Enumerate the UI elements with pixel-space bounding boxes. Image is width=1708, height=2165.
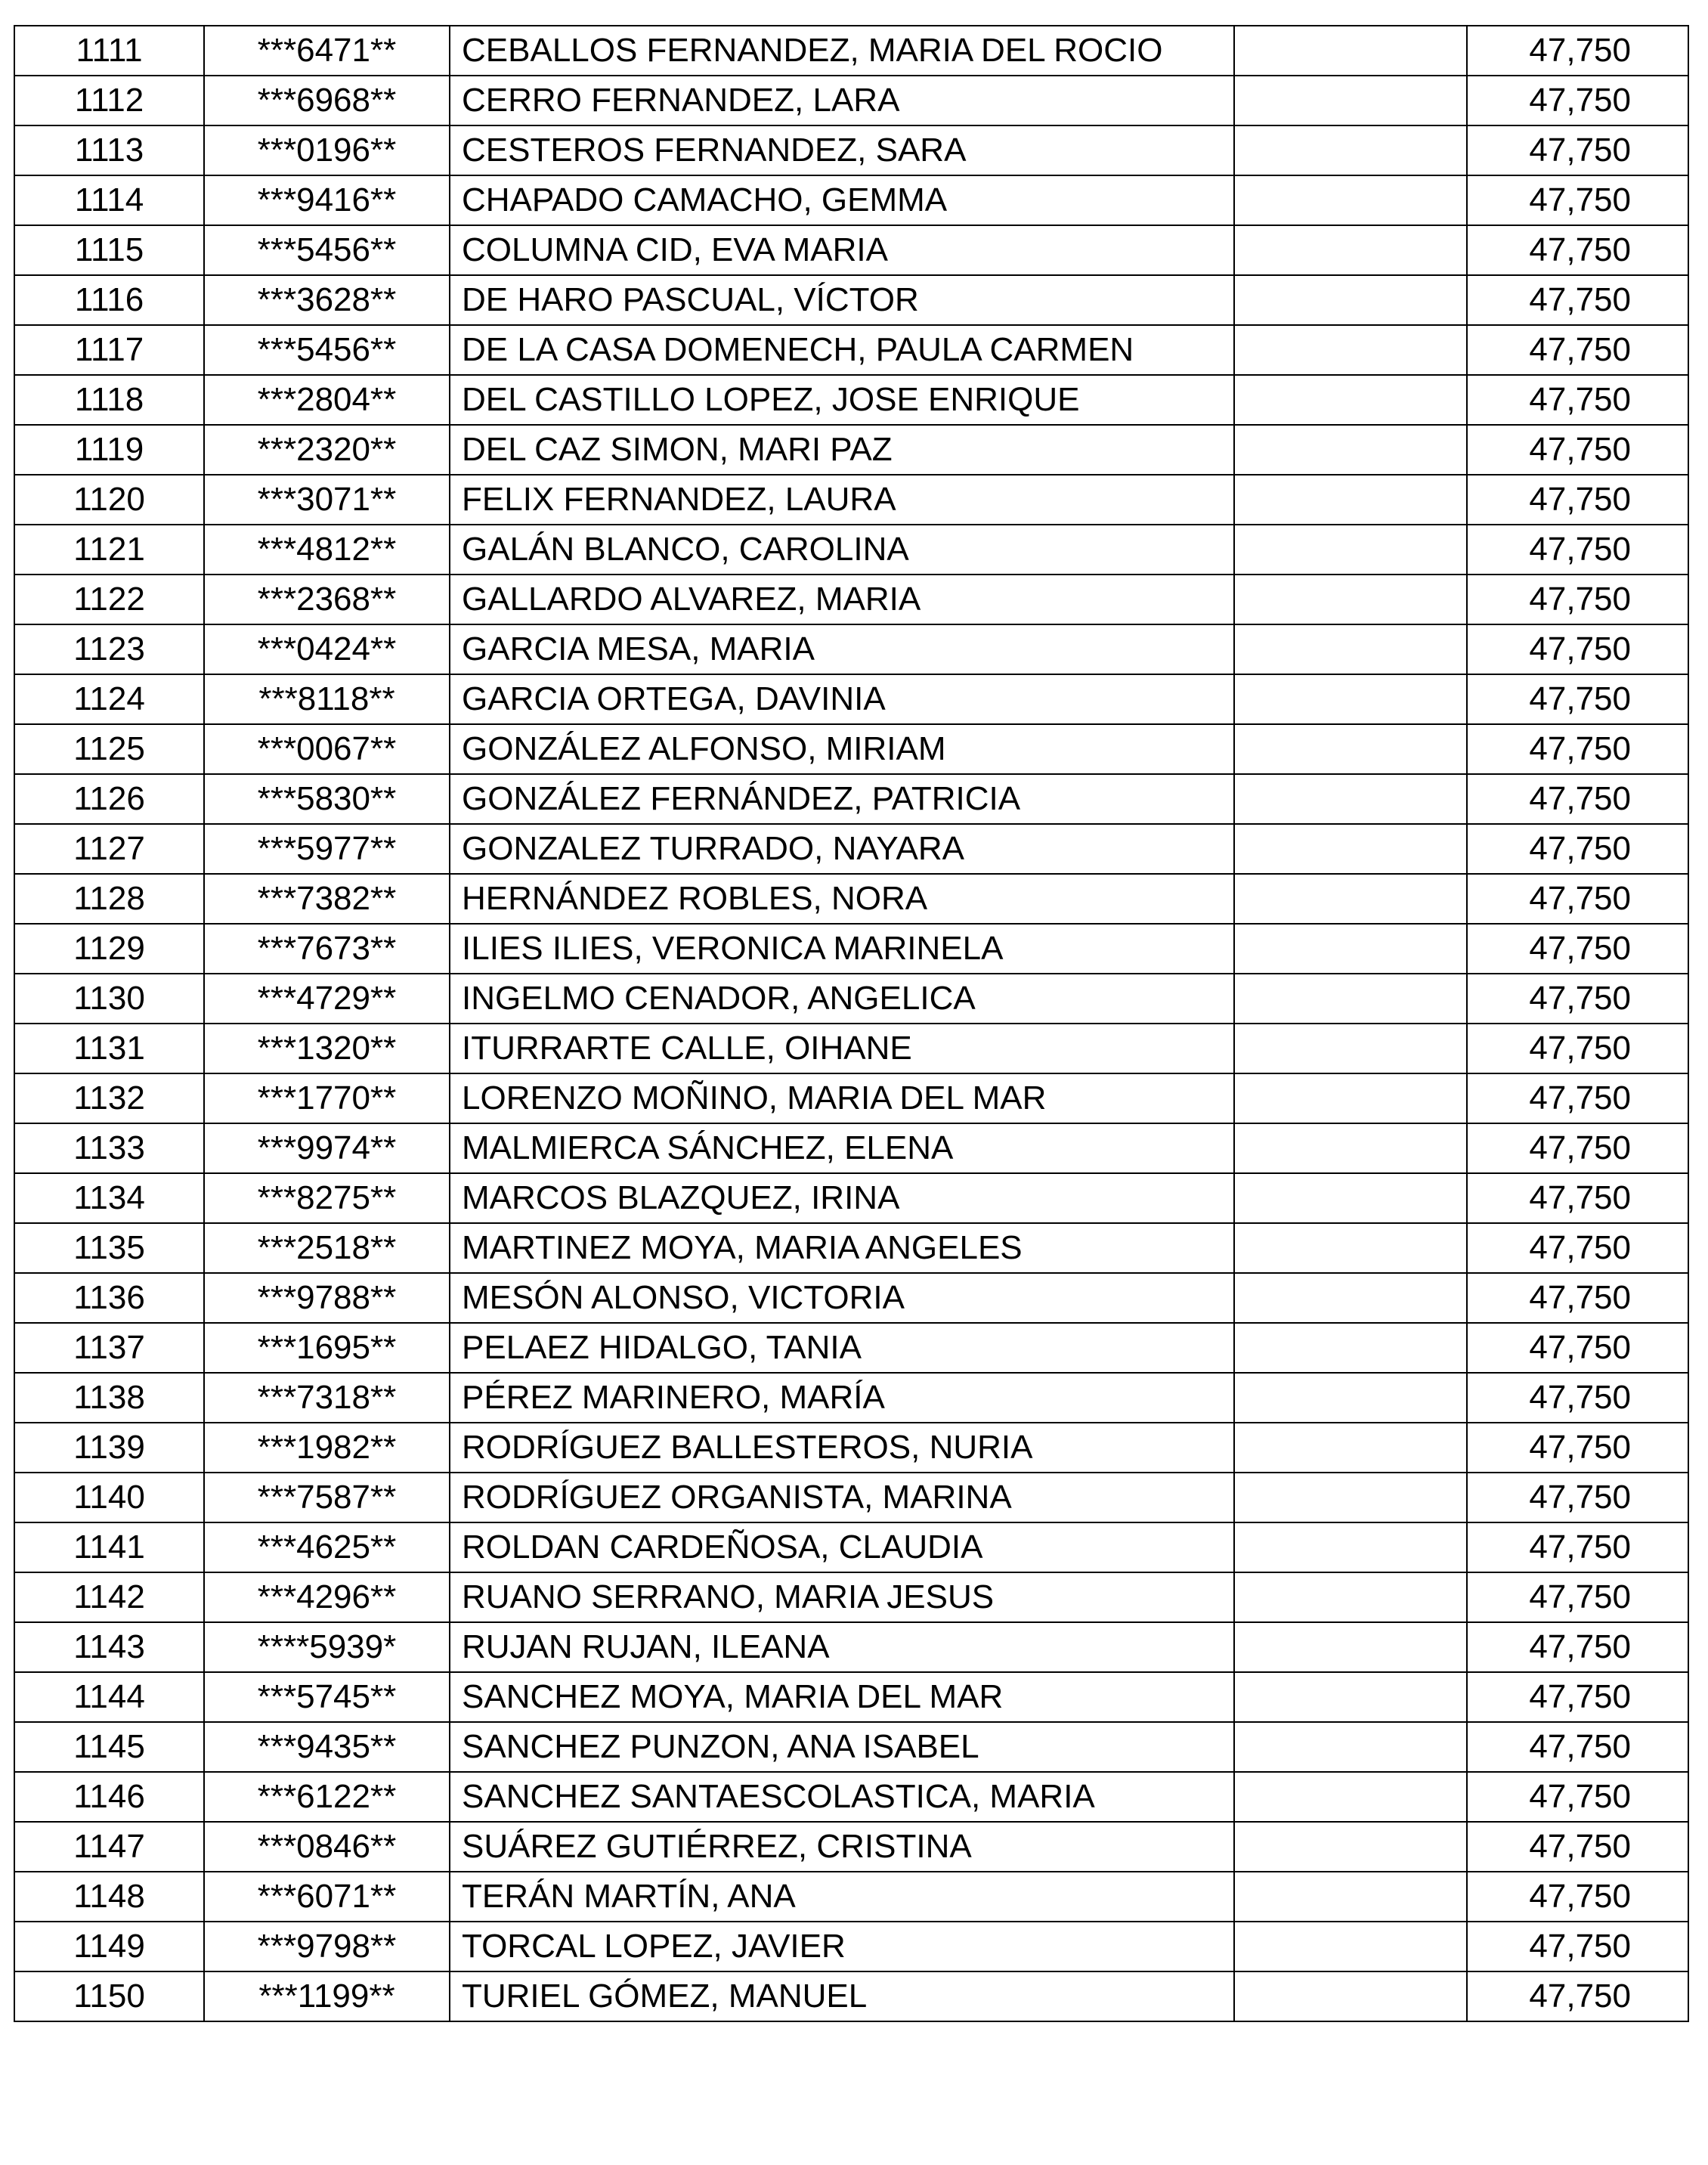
empty-cell [1234, 1323, 1467, 1373]
row-number-cell: 1135 [14, 1223, 204, 1273]
row-number-cell: 1133 [14, 1123, 204, 1173]
full-name-cell: SUÁREZ GUTIÉRREZ, CRISTINA [450, 1822, 1234, 1872]
row-number-cell: 1137 [14, 1323, 204, 1373]
table-row [14, 724, 1688, 774]
full-name-cell: TORCAL LOPEZ, JAVIER [450, 1922, 1234, 1971]
full-name-cell: RUJAN RUJAN, ILEANA [450, 1622, 1234, 1672]
full-name-cell: RUANO SERRANO, MARIA JESUS [450, 1572, 1234, 1622]
full-name-cell: DE LA CASA DOMENECH, PAULA CARMEN [450, 325, 1234, 375]
score-cell: 47,750 [1467, 924, 1688, 974]
table-row [14, 1024, 1688, 1073]
full-name-cell: TURIEL GÓMEZ, MANUEL [450, 1971, 1234, 2021]
table-row [14, 1373, 1688, 1423]
empty-cell [1234, 1672, 1467, 1722]
masked-id-cell: ***6071** [204, 1872, 450, 1922]
score-cell: 47,750 [1467, 1622, 1688, 1672]
document-page [14, 25, 1688, 2022]
full-name-cell: ITURRARTE CALLE, OIHANE [450, 1024, 1234, 1073]
full-name-cell: GONZÁLEZ ALFONSO, MIRIAM [450, 724, 1234, 774]
table-row [14, 674, 1688, 724]
masked-id-cell: ***2518** [204, 1223, 450, 1273]
full-name-cell: CESTEROS FERNANDEZ, SARA [450, 125, 1234, 175]
empty-cell [1234, 26, 1467, 76]
full-name-cell: GONZÁLEZ FERNÁNDEZ, PATRICIA [450, 774, 1234, 824]
empty-cell [1234, 674, 1467, 724]
row-number-cell: 1112 [14, 76, 204, 125]
table-row [14, 525, 1688, 575]
full-name-cell: SANCHEZ PUNZON, ANA ISABEL [450, 1722, 1234, 1772]
full-name-cell: HERNÁNDEZ ROBLES, NORA [450, 874, 1234, 924]
score-cell: 47,750 [1467, 1522, 1688, 1572]
full-name-cell: DEL CAZ SIMON, MARI PAZ [450, 425, 1234, 475]
score-cell: 47,750 [1467, 1373, 1688, 1423]
empty-cell [1234, 1522, 1467, 1572]
row-number-cell: 1111 [14, 26, 204, 76]
masked-id-cell: ***6968** [204, 76, 450, 125]
empty-cell [1234, 874, 1467, 924]
masked-id-cell: ***1199** [204, 1971, 450, 2021]
row-number-cell: 1146 [14, 1772, 204, 1822]
score-cell: 47,750 [1467, 1872, 1688, 1922]
full-name-cell: COLUMNA CID, EVA MARIA [450, 225, 1234, 275]
table-row [14, 425, 1688, 475]
empty-cell [1234, 1073, 1467, 1123]
empty-cell [1234, 1024, 1467, 1073]
masked-id-cell: ***4625** [204, 1522, 450, 1572]
full-name-cell: GALÁN BLANCO, CAROLINA [450, 525, 1234, 575]
score-cell: 47,750 [1467, 1073, 1688, 1123]
table-row [14, 1822, 1688, 1872]
empty-cell [1234, 724, 1467, 774]
row-number-cell: 1114 [14, 175, 204, 225]
full-name-cell: GARCIA MESA, MARIA [450, 624, 1234, 674]
score-cell: 47,750 [1467, 475, 1688, 525]
masked-id-cell: ***9416** [204, 175, 450, 225]
full-name-cell: TERÁN MARTÍN, ANA [450, 1872, 1234, 1922]
masked-id-cell: ***4812** [204, 525, 450, 575]
empty-cell [1234, 1822, 1467, 1872]
table-row [14, 1423, 1688, 1473]
table-row [14, 1323, 1688, 1373]
empty-cell [1234, 575, 1467, 624]
empty-cell [1234, 425, 1467, 475]
score-cell: 47,750 [1467, 225, 1688, 275]
row-number-cell: 1136 [14, 1273, 204, 1323]
masked-id-cell: ***0067** [204, 724, 450, 774]
full-name-cell: MESÓN ALONSO, VICTORIA [450, 1273, 1234, 1323]
row-number-cell: 1120 [14, 475, 204, 525]
table-row [14, 1522, 1688, 1572]
masked-id-cell: ***9788** [204, 1273, 450, 1323]
score-cell: 47,750 [1467, 175, 1688, 225]
table-row [14, 624, 1688, 674]
full-name-cell: GALLARDO ALVAREZ, MARIA [450, 575, 1234, 624]
table-row [14, 1572, 1688, 1622]
empty-cell [1234, 924, 1467, 974]
table-row [14, 1922, 1688, 1971]
table-row [14, 375, 1688, 425]
masked-id-cell: ***7382** [204, 874, 450, 924]
table-row [14, 1073, 1688, 1123]
row-number-cell: 1127 [14, 824, 204, 874]
table-row [14, 175, 1688, 225]
row-number-cell: 1125 [14, 724, 204, 774]
score-cell: 47,750 [1467, 1922, 1688, 1971]
empty-cell [1234, 624, 1467, 674]
empty-cell [1234, 1622, 1467, 1672]
empty-cell [1234, 525, 1467, 575]
empty-cell [1234, 225, 1467, 275]
empty-cell [1234, 1922, 1467, 1971]
table-row [14, 824, 1688, 874]
table-row [14, 575, 1688, 624]
full-name-cell: SANCHEZ MOYA, MARIA DEL MAR [450, 1672, 1234, 1722]
full-name-cell: ROLDAN CARDEÑOSA, CLAUDIA [450, 1522, 1234, 1572]
full-name-cell: PÉREZ MARINERO, MARÍA [450, 1373, 1234, 1423]
score-cell: 47,750 [1467, 425, 1688, 475]
row-number-cell: 1113 [14, 125, 204, 175]
score-cell: 47,750 [1467, 1173, 1688, 1223]
full-name-cell: GARCIA ORTEGA, DAVINIA [450, 674, 1234, 724]
masked-id-cell: ***1695** [204, 1323, 450, 1373]
empty-cell [1234, 1223, 1467, 1273]
empty-cell [1234, 1572, 1467, 1622]
score-cell: 47,750 [1467, 674, 1688, 724]
full-name-cell: GONZALEZ TURRADO, NAYARA [450, 824, 1234, 874]
score-cell: 47,750 [1467, 1722, 1688, 1772]
table-row [14, 874, 1688, 924]
empty-cell [1234, 1872, 1467, 1922]
row-number-cell: 1122 [14, 575, 204, 624]
row-number-cell: 1119 [14, 425, 204, 475]
table-row [14, 1173, 1688, 1223]
row-number-cell: 1134 [14, 1173, 204, 1223]
full-name-cell: MARTINEZ MOYA, MARIA ANGELES [450, 1223, 1234, 1273]
score-cell: 47,750 [1467, 1323, 1688, 1373]
masked-id-cell: ***5977** [204, 824, 450, 874]
masked-id-cell: ***0424** [204, 624, 450, 674]
full-name-cell: CERRO FERNANDEZ, LARA [450, 76, 1234, 125]
full-name-cell: PELAEZ HIDALGO, TANIA [450, 1323, 1234, 1373]
score-cell: 47,750 [1467, 1473, 1688, 1522]
empty-cell [1234, 974, 1467, 1024]
masked-id-cell: ***7673** [204, 924, 450, 974]
masked-id-cell: ***9798** [204, 1922, 450, 1971]
score-cell: 47,750 [1467, 275, 1688, 325]
score-cell: 47,750 [1467, 1772, 1688, 1822]
row-number-cell: 1138 [14, 1373, 204, 1423]
table-row [14, 1872, 1688, 1922]
row-number-cell: 1124 [14, 674, 204, 724]
full-name-cell: CHAPADO CAMACHO, GEMMA [450, 175, 1234, 225]
row-number-cell: 1131 [14, 1024, 204, 1073]
table-body [14, 26, 1688, 2021]
row-number-cell: 1144 [14, 1672, 204, 1722]
table-row [14, 1971, 1688, 2021]
row-number-cell: 1129 [14, 924, 204, 974]
masked-id-cell: ***5745** [204, 1672, 450, 1722]
table-row [14, 1622, 1688, 1672]
masked-id-cell: ***5456** [204, 225, 450, 275]
masked-id-cell: ***5456** [204, 325, 450, 375]
row-number-cell: 1140 [14, 1473, 204, 1522]
row-number-cell: 1126 [14, 774, 204, 824]
score-cell: 47,750 [1467, 1971, 1688, 2021]
table-row [14, 974, 1688, 1024]
row-number-cell: 1142 [14, 1572, 204, 1622]
empty-cell [1234, 774, 1467, 824]
score-cell: 47,750 [1467, 824, 1688, 874]
score-cell: 47,750 [1467, 1822, 1688, 1872]
row-number-cell: 1132 [14, 1073, 204, 1123]
masked-id-cell: ***8118** [204, 674, 450, 724]
table-row [14, 1223, 1688, 1273]
masked-id-cell: ***3628** [204, 275, 450, 325]
masked-id-cell: ***7318** [204, 1373, 450, 1423]
score-cell: 47,750 [1467, 1672, 1688, 1722]
table-row [14, 275, 1688, 325]
masked-id-cell: ***1320** [204, 1024, 450, 1073]
score-cell: 47,750 [1467, 1273, 1688, 1323]
full-name-cell: ILIES ILIES, VERONICA MARINELA [450, 924, 1234, 974]
masked-id-cell: ***1770** [204, 1073, 450, 1123]
empty-cell [1234, 475, 1467, 525]
full-name-cell: LORENZO MOÑINO, MARIA DEL MAR [450, 1073, 1234, 1123]
full-name-cell: CEBALLOS FERNANDEZ, MARIA DEL ROCIO [450, 26, 1234, 76]
masked-id-cell: ***5830** [204, 774, 450, 824]
empty-cell [1234, 125, 1467, 175]
row-number-cell: 1116 [14, 275, 204, 325]
score-cell: 47,750 [1467, 874, 1688, 924]
empty-cell [1234, 1971, 1467, 2021]
row-number-cell: 1141 [14, 1522, 204, 1572]
empty-cell [1234, 1722, 1467, 1772]
empty-cell [1234, 1173, 1467, 1223]
row-number-cell: 1118 [14, 375, 204, 425]
candidates-table [14, 25, 1689, 2022]
score-cell: 47,750 [1467, 774, 1688, 824]
masked-id-cell: ***4296** [204, 1572, 450, 1622]
empty-cell [1234, 824, 1467, 874]
score-cell: 47,750 [1467, 125, 1688, 175]
row-number-cell: 1149 [14, 1922, 204, 1971]
full-name-cell: RODRÍGUEZ ORGANISTA, MARINA [450, 1473, 1234, 1522]
masked-id-cell: ***6122** [204, 1772, 450, 1822]
full-name-cell: INGELMO CENADOR, ANGELICA [450, 974, 1234, 1024]
table-row [14, 76, 1688, 125]
row-number-cell: 1145 [14, 1722, 204, 1772]
full-name-cell: MARCOS BLAZQUEZ, IRINA [450, 1173, 1234, 1223]
table-row [14, 225, 1688, 275]
masked-id-cell: ***4729** [204, 974, 450, 1024]
table-row [14, 475, 1688, 525]
row-number-cell: 1130 [14, 974, 204, 1024]
empty-cell [1234, 1373, 1467, 1423]
row-number-cell: 1123 [14, 624, 204, 674]
empty-cell [1234, 1273, 1467, 1323]
empty-cell [1234, 1123, 1467, 1173]
masked-id-cell: ***2804** [204, 375, 450, 425]
masked-id-cell: ***2320** [204, 425, 450, 475]
row-number-cell: 1117 [14, 325, 204, 375]
score-cell: 47,750 [1467, 375, 1688, 425]
masked-id-cell: ***2368** [204, 575, 450, 624]
empty-cell [1234, 1423, 1467, 1473]
score-cell: 47,750 [1467, 624, 1688, 674]
masked-id-cell: ***0196** [204, 125, 450, 175]
empty-cell [1234, 1473, 1467, 1522]
score-cell: 47,750 [1467, 76, 1688, 125]
score-cell: 47,750 [1467, 974, 1688, 1024]
masked-id-cell: ***0846** [204, 1822, 450, 1872]
table-row [14, 1772, 1688, 1822]
table-row [14, 325, 1688, 375]
masked-id-cell: ***3071** [204, 475, 450, 525]
masked-id-cell: ***7587** [204, 1473, 450, 1522]
empty-cell [1234, 1772, 1467, 1822]
full-name-cell: SANCHEZ SANTAESCOLASTICA, MARIA [450, 1772, 1234, 1822]
score-cell: 47,750 [1467, 325, 1688, 375]
masked-id-cell: ***9974** [204, 1123, 450, 1173]
table-row [14, 1123, 1688, 1173]
full-name-cell: DEL CASTILLO LOPEZ, JOSE ENRIQUE [450, 375, 1234, 425]
row-number-cell: 1121 [14, 525, 204, 575]
row-number-cell: 1143 [14, 1622, 204, 1672]
full-name-cell: RODRÍGUEZ BALLESTEROS, NURIA [450, 1423, 1234, 1473]
empty-cell [1234, 175, 1467, 225]
row-number-cell: 1147 [14, 1822, 204, 1872]
row-number-cell: 1148 [14, 1872, 204, 1922]
score-cell: 47,750 [1467, 1423, 1688, 1473]
masked-id-cell: ****5939* [204, 1622, 450, 1672]
empty-cell [1234, 375, 1467, 425]
score-cell: 47,750 [1467, 1024, 1688, 1073]
masked-id-cell: ***1982** [204, 1423, 450, 1473]
score-cell: 47,750 [1467, 575, 1688, 624]
empty-cell [1234, 76, 1467, 125]
score-cell: 47,750 [1467, 1123, 1688, 1173]
table-row [14, 1473, 1688, 1522]
table-row [14, 125, 1688, 175]
empty-cell [1234, 275, 1467, 325]
full-name-cell: FELIX FERNANDEZ, LAURA [450, 475, 1234, 525]
table-row [14, 26, 1688, 76]
table-row [14, 1722, 1688, 1772]
full-name-cell: DE HARO PASCUAL, VÍCTOR [450, 275, 1234, 325]
table-row [14, 1273, 1688, 1323]
masked-id-cell: ***9435** [204, 1722, 450, 1772]
table-row [14, 924, 1688, 974]
table-row [14, 1672, 1688, 1722]
masked-id-cell: ***8275** [204, 1173, 450, 1223]
score-cell: 47,750 [1467, 724, 1688, 774]
row-number-cell: 1115 [14, 225, 204, 275]
score-cell: 47,750 [1467, 525, 1688, 575]
row-number-cell: 1128 [14, 874, 204, 924]
score-cell: 47,750 [1467, 1223, 1688, 1273]
score-cell: 47,750 [1467, 1572, 1688, 1622]
score-cell: 47,750 [1467, 26, 1688, 76]
full-name-cell: MALMIERCA SÁNCHEZ, ELENA [450, 1123, 1234, 1173]
empty-cell [1234, 325, 1467, 375]
table-row [14, 774, 1688, 824]
row-number-cell: 1139 [14, 1423, 204, 1473]
row-number-cell: 1150 [14, 1971, 204, 2021]
masked-id-cell: ***6471** [204, 26, 450, 76]
